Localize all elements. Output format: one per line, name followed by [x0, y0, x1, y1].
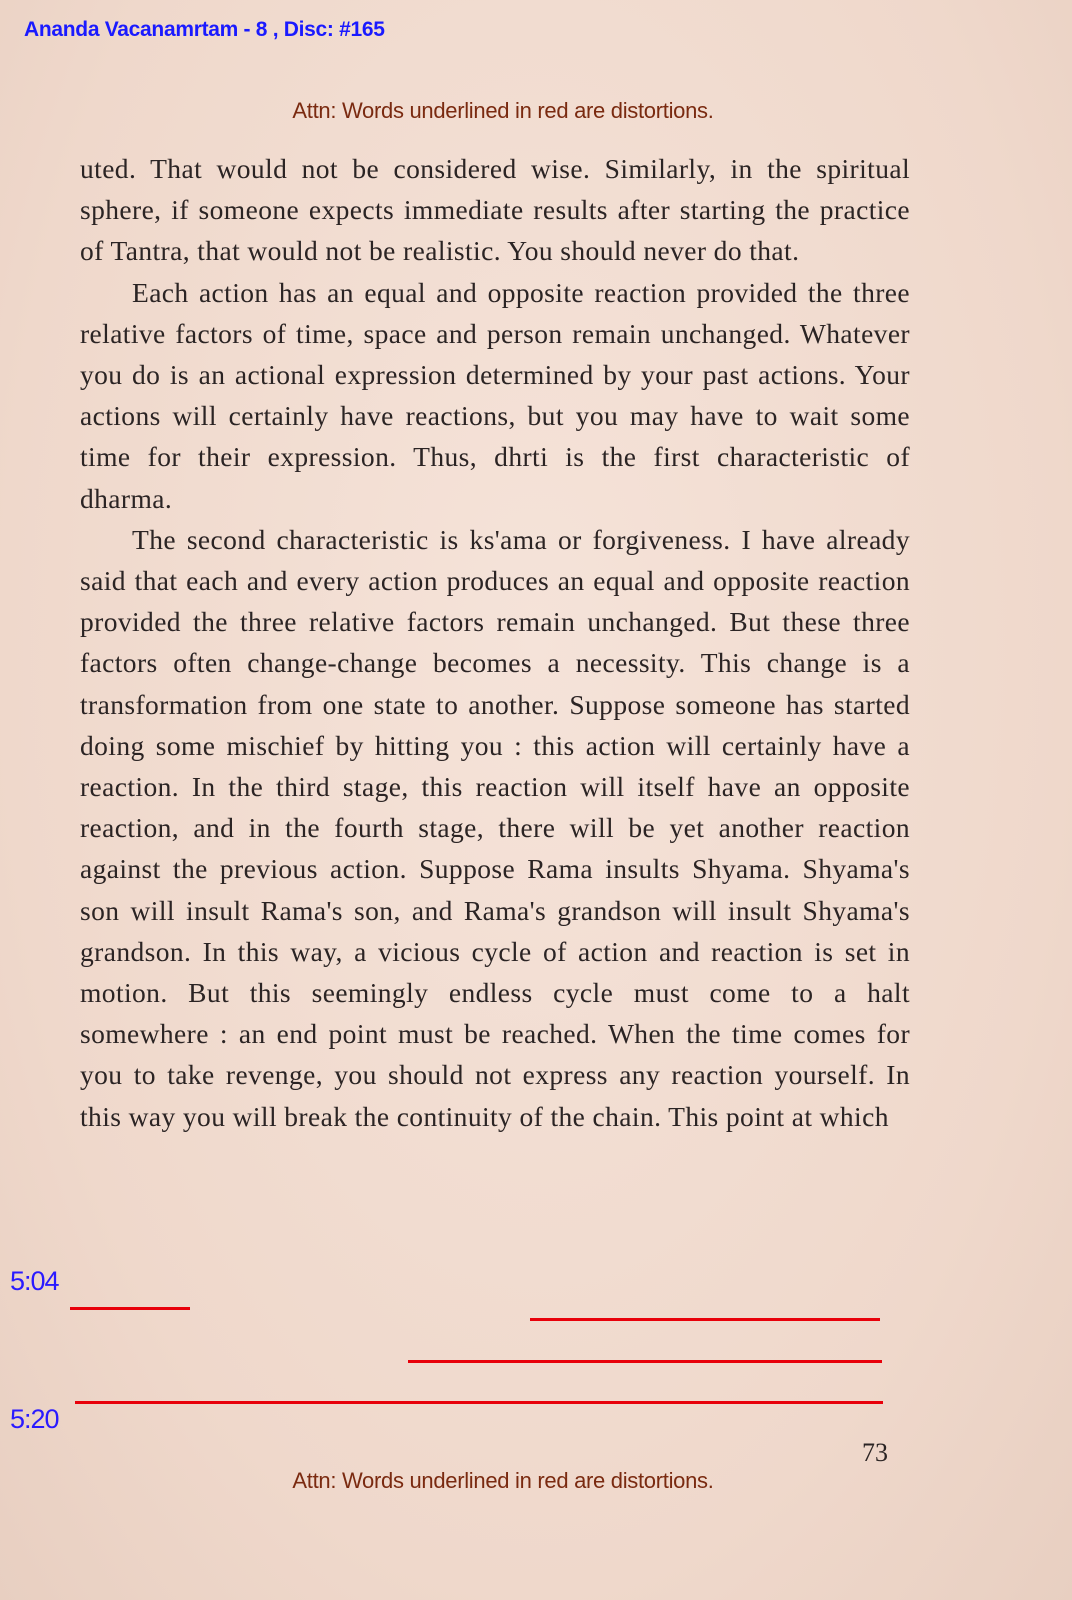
red-underline-break-chain: [75, 1401, 883, 1404]
paragraph-1: uted. That would not be considered wise. Similarly, in the spiritual sphere, if someone expects immediate results after starting the practice of Tantra, that would not be realistic. You should never do that.: [80, 153, 910, 267]
distortion-notice-bottom: Attn: Words underlined in red are distortions.: [292, 1468, 714, 1493]
distortion-notice-top: Attn: Words underlined in red are distortions.: [292, 98, 714, 123]
paragraph-3: The second characteristic is ks'ama or forgiveness. I have already said that each and every action produces an equal and opposite reaction provided the three relative factors remain unchanged. But these three factors often change-change becomes a necessity. This change is a transformation from one state to another. Suppose someone has started doing some mischief by hitting you : this action will certainly have a reaction. In the third stage, this reaction will itself have an opposite reaction, and in the fourth stage, there will be yet another reaction against the previous action. Suppose Rama insults Shyama. Shyama's son will insult Rama's son, and Rama's grandson will insult Shyama's grandson. In this way, a vicious cycle of action and reaction is set in motion. But this seemingly endless cycle must come to a halt somewhere : an end point must be reached. When the time comes for you to take revenge, you should not express any reaction yourself. In this way you will break the continuity of the chain. This point at which: [80, 523, 910, 1132]
header-title: Ananda Vacanamrtam - 8 , Disc: #165: [24, 18, 385, 41]
timestamp-end: 5:20: [10, 1404, 59, 1434]
paragraph-2: Each action has an equal and opposite reaction provided the three relative factors of time, space and person remain unchanged. Whatever you do is an actional expression determined by your past actions. Your actions will certainly have reactions, but you may have to wait some time for their expression. Thus, dhrti is the first characteristic of dharma.: [80, 276, 910, 514]
book-page-text: [80, 148, 910, 1137]
page-number: 73: [862, 1438, 888, 1467]
red-underline-revenge: [530, 1318, 880, 1321]
red-underline-yourself: [408, 1360, 882, 1363]
timestamp-start: 5:04: [10, 1266, 59, 1296]
red-underline-the-time: [70, 1307, 190, 1310]
